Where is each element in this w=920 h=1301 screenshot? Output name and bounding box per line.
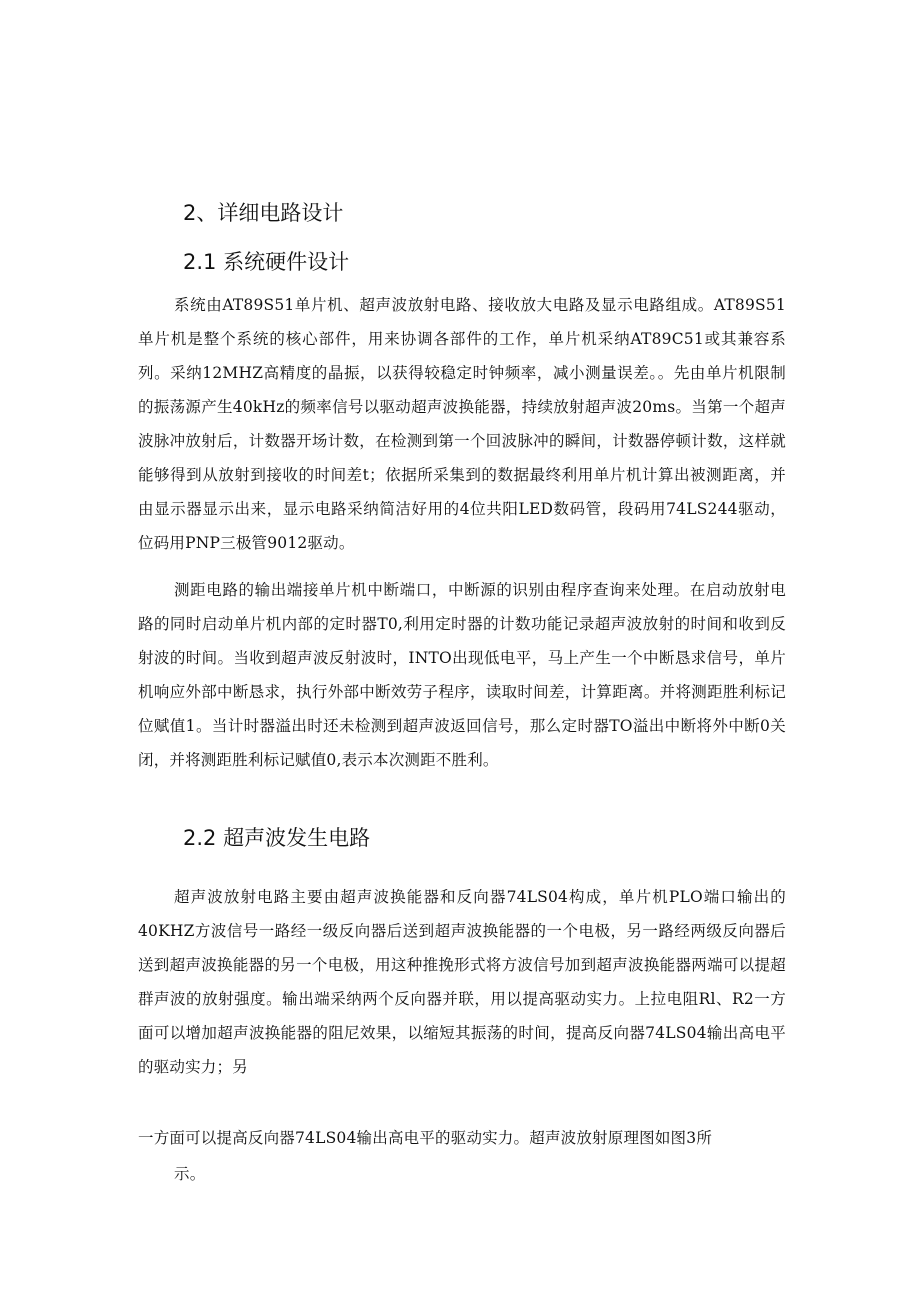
subsection-title-system-hardware: 2.1 系统硬件设计 (183, 250, 350, 274)
paragraph-ultrasonic-transmit-circuit: 超声波放射电路主要由超声波换能器和反向器74LS04构成，单片机PLO端口输出的40KHZ方波信号一路经一级反向器后送到超声波换能器的一个电极，另一路经两级反向器后送到超声波换能器的另一个电极，用这种推挽形式将方波信号加到超声波换能器两端可以提超群声波的放射强度。输出端采纳两个反向器并联，用以提高驱动实力。上拉电阻Rl、R2一方面可以增加超声波换能器的阻尼效果，以缩短其振荡的时间，提高反向器74LS04输出高电平的驱动实力；另 (138, 888, 786, 1076)
subsection-title-ultrasonic-circuit: 2.2 超声波发生电路 (183, 826, 371, 850)
paragraph-system-overview: 系统由AT89S51单片机、超声波放射电路、接收放大电路及显示电路组成。AT89S51单片机是整个系统的核心部件，用来协调各部件的工作，单片机采纳AT89C51或其兼容系列。采纳12MHZ高精度的晶振，以获得较稳定时钟频率，减小测量误差。。先由单片机限制的振荡源产生40kHz的频率信号以驱动超声波换能器，持续放射超声波20ms。当第一个超声波脉冲放射后，计数器开场计数，在检测到第一个回波脉冲的瞬间，计数器停顿计数，这样就能够得到从放射到接收的时间差t；依据所采集到的数据最终利用单片机计算出被测距离，并由显示器显示出来，显示电路采纳简洁好用的4位共阳LED数码管，段码用74LS244驱动，位码用PNP三极管9012驱动。 (138, 296, 786, 552)
section-title: 2、详细电路设计 (183, 201, 344, 225)
paragraph-ranging-circuit: 测距电路的输出端接单片机中断端口，中断源的识别由程序查询来处理。在启动放射电路的同时启动单片机内部的定时器T0,利用定时器的计数功能记录超声波放射的时间和收到反射波的时间。当收到超声波反射波时，INTO出现低电平，马上产生一个中断恳求信号，单片机响应外部中断恳求，执行外部中断效劳子程序，读取时间差，计算距离。并将测距胜利标记位赋值1。当计时器溢出时还未检测到超声波返回信号，那么定时器TO溢出中断将外中断0关闭，并将测距胜利标记赋值0,表示本次测距不胜利。 (138, 581, 786, 769)
paragraph-continuation-line: 一方面可以提高反向器74LS04输出高电平的驱动实力。超声波放射原理图如图3所 (138, 1129, 713, 1147)
paragraph-final-line: 示。 (174, 1165, 206, 1183)
